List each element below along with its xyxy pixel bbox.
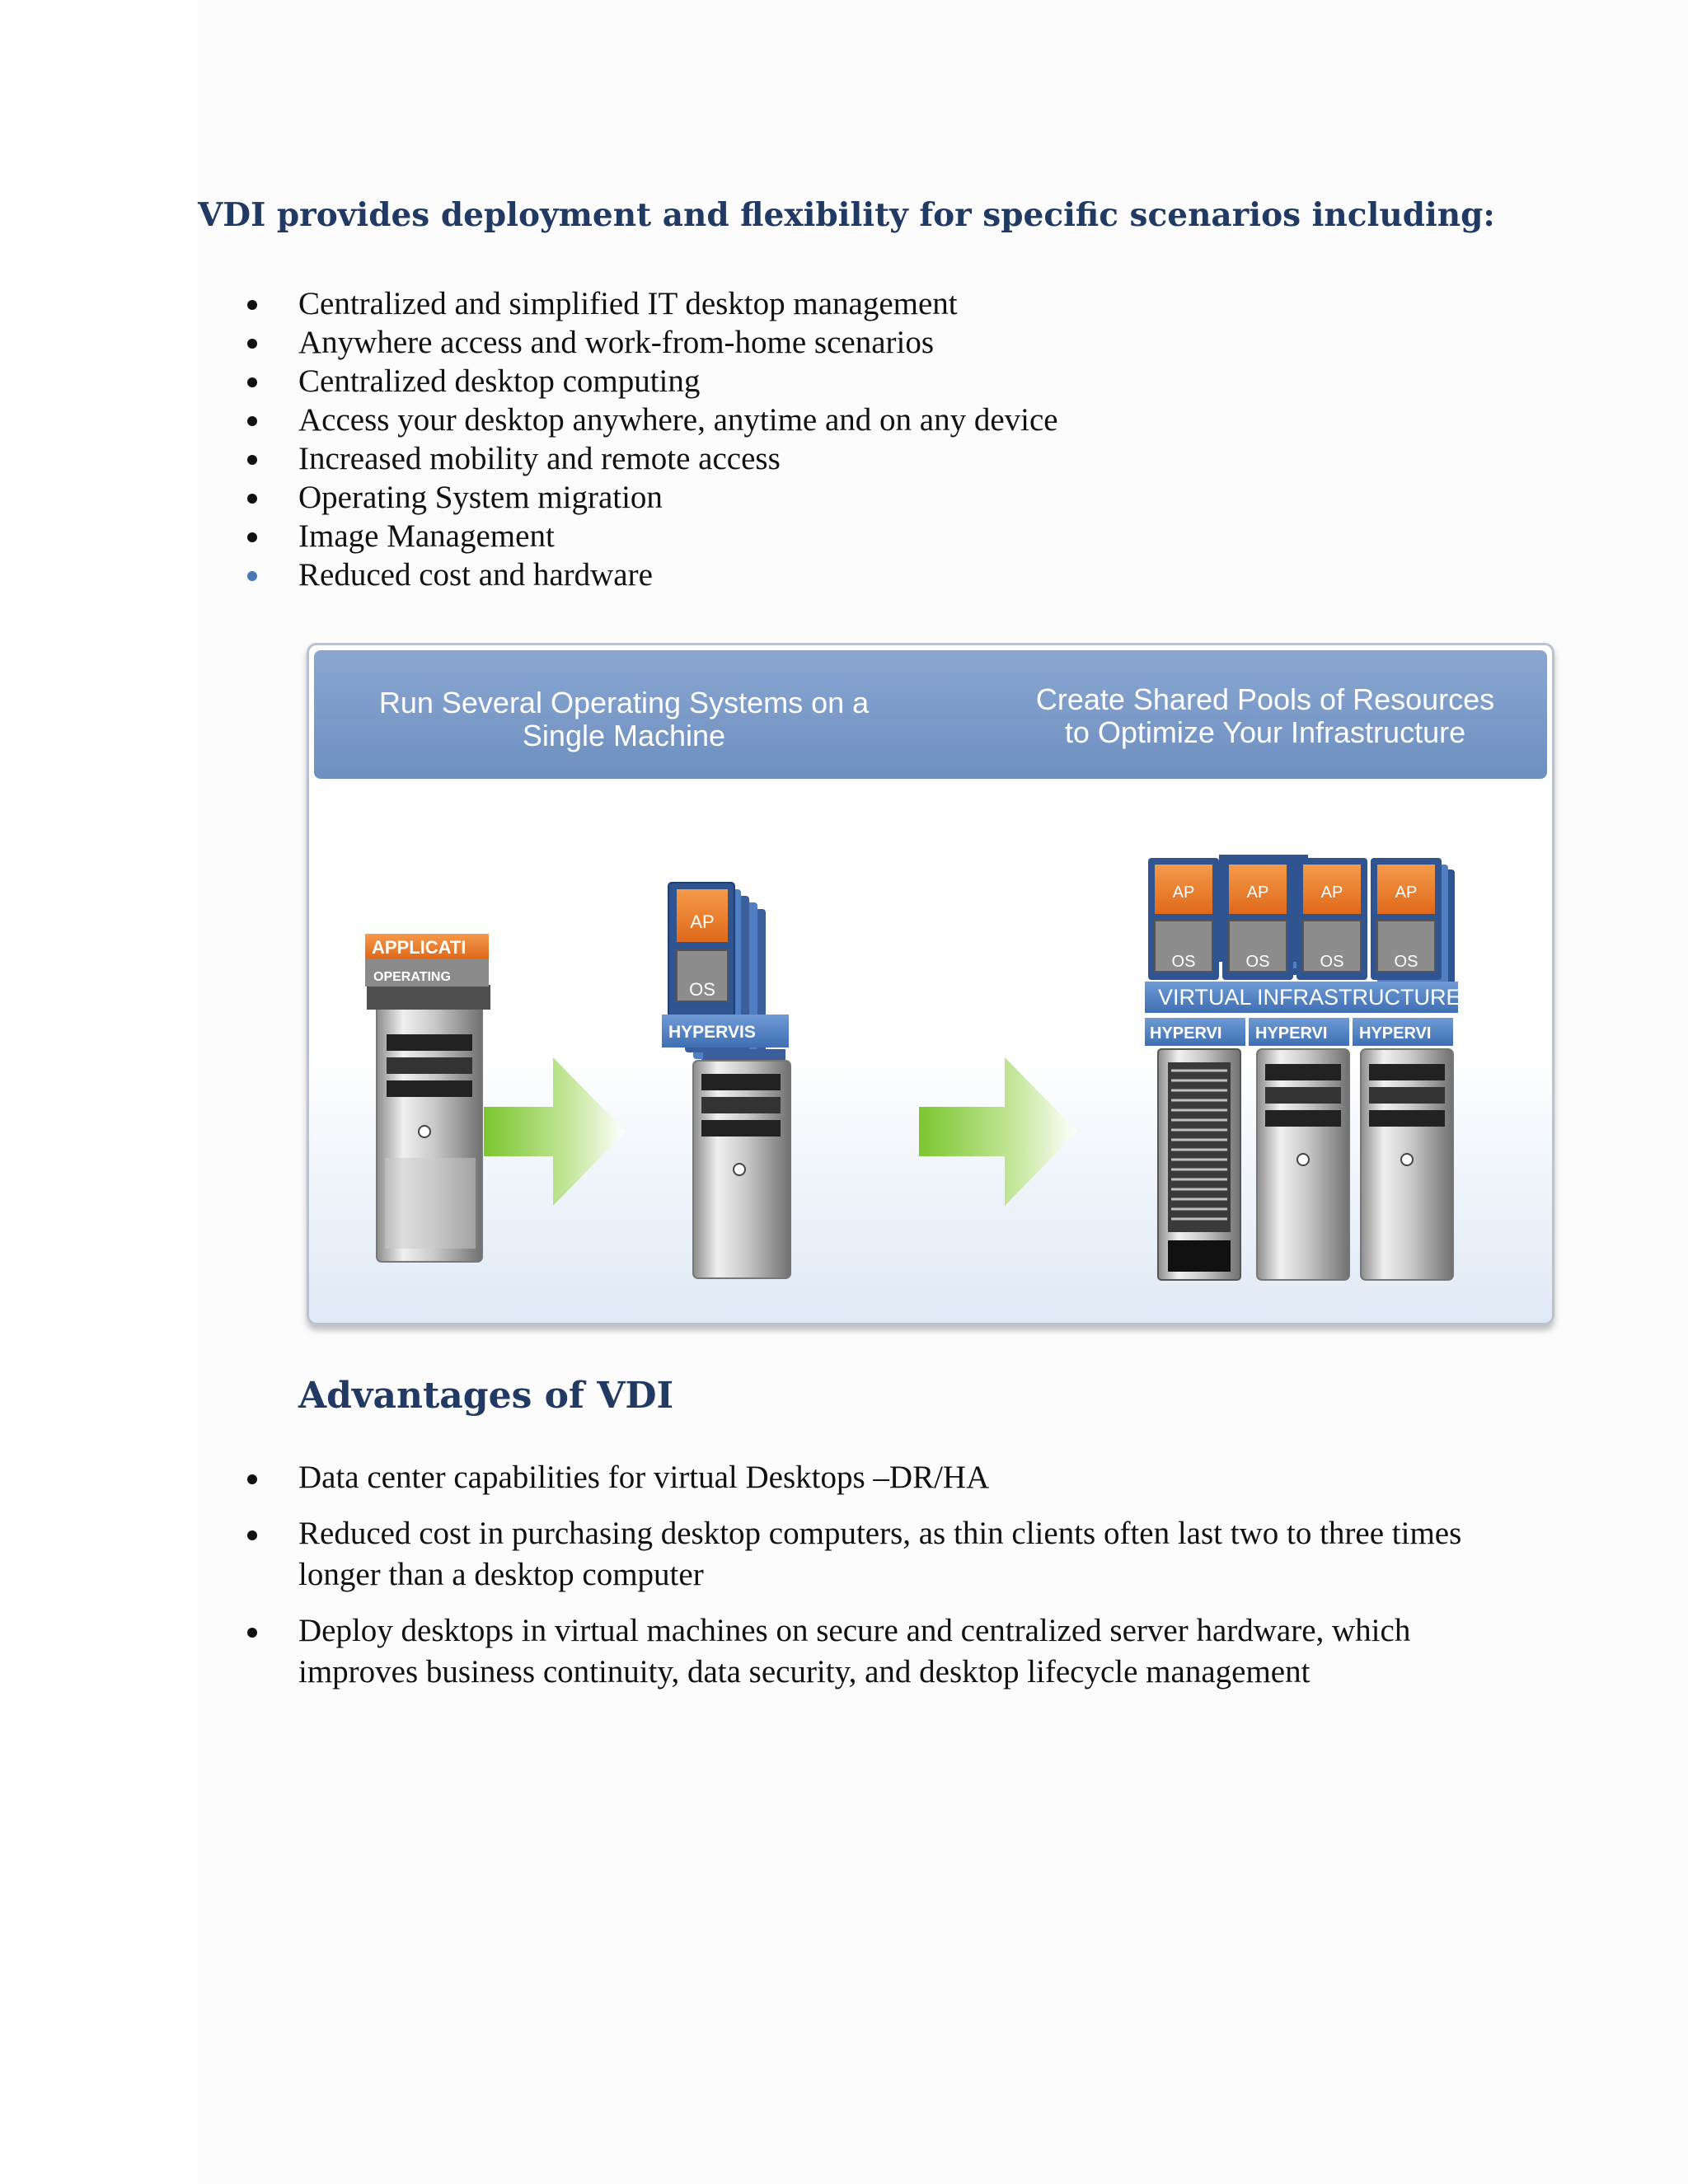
vm2-os-label: OS xyxy=(1245,953,1270,971)
hypervisor-label-1: HYPERVI xyxy=(1150,1024,1222,1043)
virtual-infrastructure-label: VIRTUAL INFRASTRUCTURE xyxy=(1158,985,1461,1010)
hypervisor-label-3: HYPERVI xyxy=(1359,1024,1432,1043)
server1-app-label: APPLICATI xyxy=(372,937,467,958)
bullet-icon xyxy=(247,571,257,581)
vm-stack-3 xyxy=(1296,858,1367,980)
banner-left-line2: Single Machine xyxy=(522,719,726,752)
arrow-right-icon xyxy=(484,1057,626,1206)
advantages-heading: Advantages of VDI xyxy=(298,1375,674,1417)
list-item: Data center capabilities for virtual Desktops –DR/HA xyxy=(247,1457,1467,1498)
diagram-svg xyxy=(309,645,1552,1323)
list-item: Deploy desktops in virtual machines on secure and centralized server hardware, which improves business continuity, data security, and desktop lifecycle management xyxy=(247,1610,1467,1693)
list-item: Operating System migration xyxy=(247,478,1058,517)
tower-server-2 xyxy=(1257,1049,1349,1280)
rack-server xyxy=(1158,1049,1240,1280)
vm4-os-label: OS xyxy=(1394,953,1418,971)
vm-stack-4 xyxy=(1371,858,1455,991)
section-heading: VDI provides deployment and flexibility for specific scenarios including: xyxy=(198,196,1495,234)
os-layer xyxy=(367,985,490,1010)
bullet-icon xyxy=(247,416,257,426)
banner-right-line1: Create Shared Pools of Resources xyxy=(1035,682,1495,716)
scenario-list xyxy=(247,284,1058,594)
vm1-app-label: AP xyxy=(1172,883,1195,902)
arrow-right-icon xyxy=(919,1057,1077,1206)
server1-os-label: OPERATING xyxy=(373,970,451,984)
bullet-icon xyxy=(247,377,257,387)
hypervisor-label-2: HYPERVI xyxy=(1255,1024,1328,1043)
banner-left-line1: Run Several Operating Systems on a xyxy=(378,686,870,719)
tower-server-3 xyxy=(1361,1049,1453,1280)
server-tower-2 xyxy=(662,883,790,1278)
server2-hypervisor-label: HYPERVIS xyxy=(668,1023,756,1042)
bullet-icon xyxy=(247,1474,257,1484)
vm1-os-label: OS xyxy=(1171,953,1196,971)
list-item: Image Management xyxy=(247,517,1058,555)
vm-stack-2 xyxy=(1222,858,1293,980)
list-item: Increased mobility and remote access xyxy=(247,439,1058,478)
list-item: Centralized and simplified IT desktop management xyxy=(247,284,1058,323)
server-tower-1 xyxy=(365,934,490,1262)
server2-os-label: OS xyxy=(689,979,715,1000)
vm3-app-label: AP xyxy=(1320,883,1343,902)
list-item: Anywhere access and work-from-home scenarios xyxy=(247,323,1058,362)
vm3-os-label: OS xyxy=(1320,953,1344,971)
bullet-icon xyxy=(247,300,257,310)
bullet-icon xyxy=(247,532,257,542)
advantages-list xyxy=(247,1457,1467,1708)
list-item: Access your desktop anywhere, anytime and on any device xyxy=(247,401,1058,439)
bullet-icon xyxy=(247,494,257,504)
server2-app-label: AP xyxy=(690,912,715,932)
bullet-icon xyxy=(247,1530,257,1540)
bullet-icon xyxy=(247,455,257,465)
list-item: Reduced cost in purchasing desktop computers, as thin clients often last two to three times longer than a desktop computer xyxy=(247,1513,1467,1596)
vm-stack-1 xyxy=(1148,858,1219,980)
vm2-app-label: AP xyxy=(1246,883,1269,902)
banner-right-line2: to Optimize Your Infrastructure xyxy=(1064,715,1466,749)
bullet-icon xyxy=(247,1628,257,1638)
bullet-icon xyxy=(247,339,257,349)
server-cluster xyxy=(1145,855,1461,1280)
virtualization-diagram xyxy=(307,643,1554,1325)
list-item: Centralized desktop computing xyxy=(247,362,1058,401)
vm4-app-label: AP xyxy=(1395,883,1418,902)
list-item: Reduced cost and hardware xyxy=(247,555,1058,594)
